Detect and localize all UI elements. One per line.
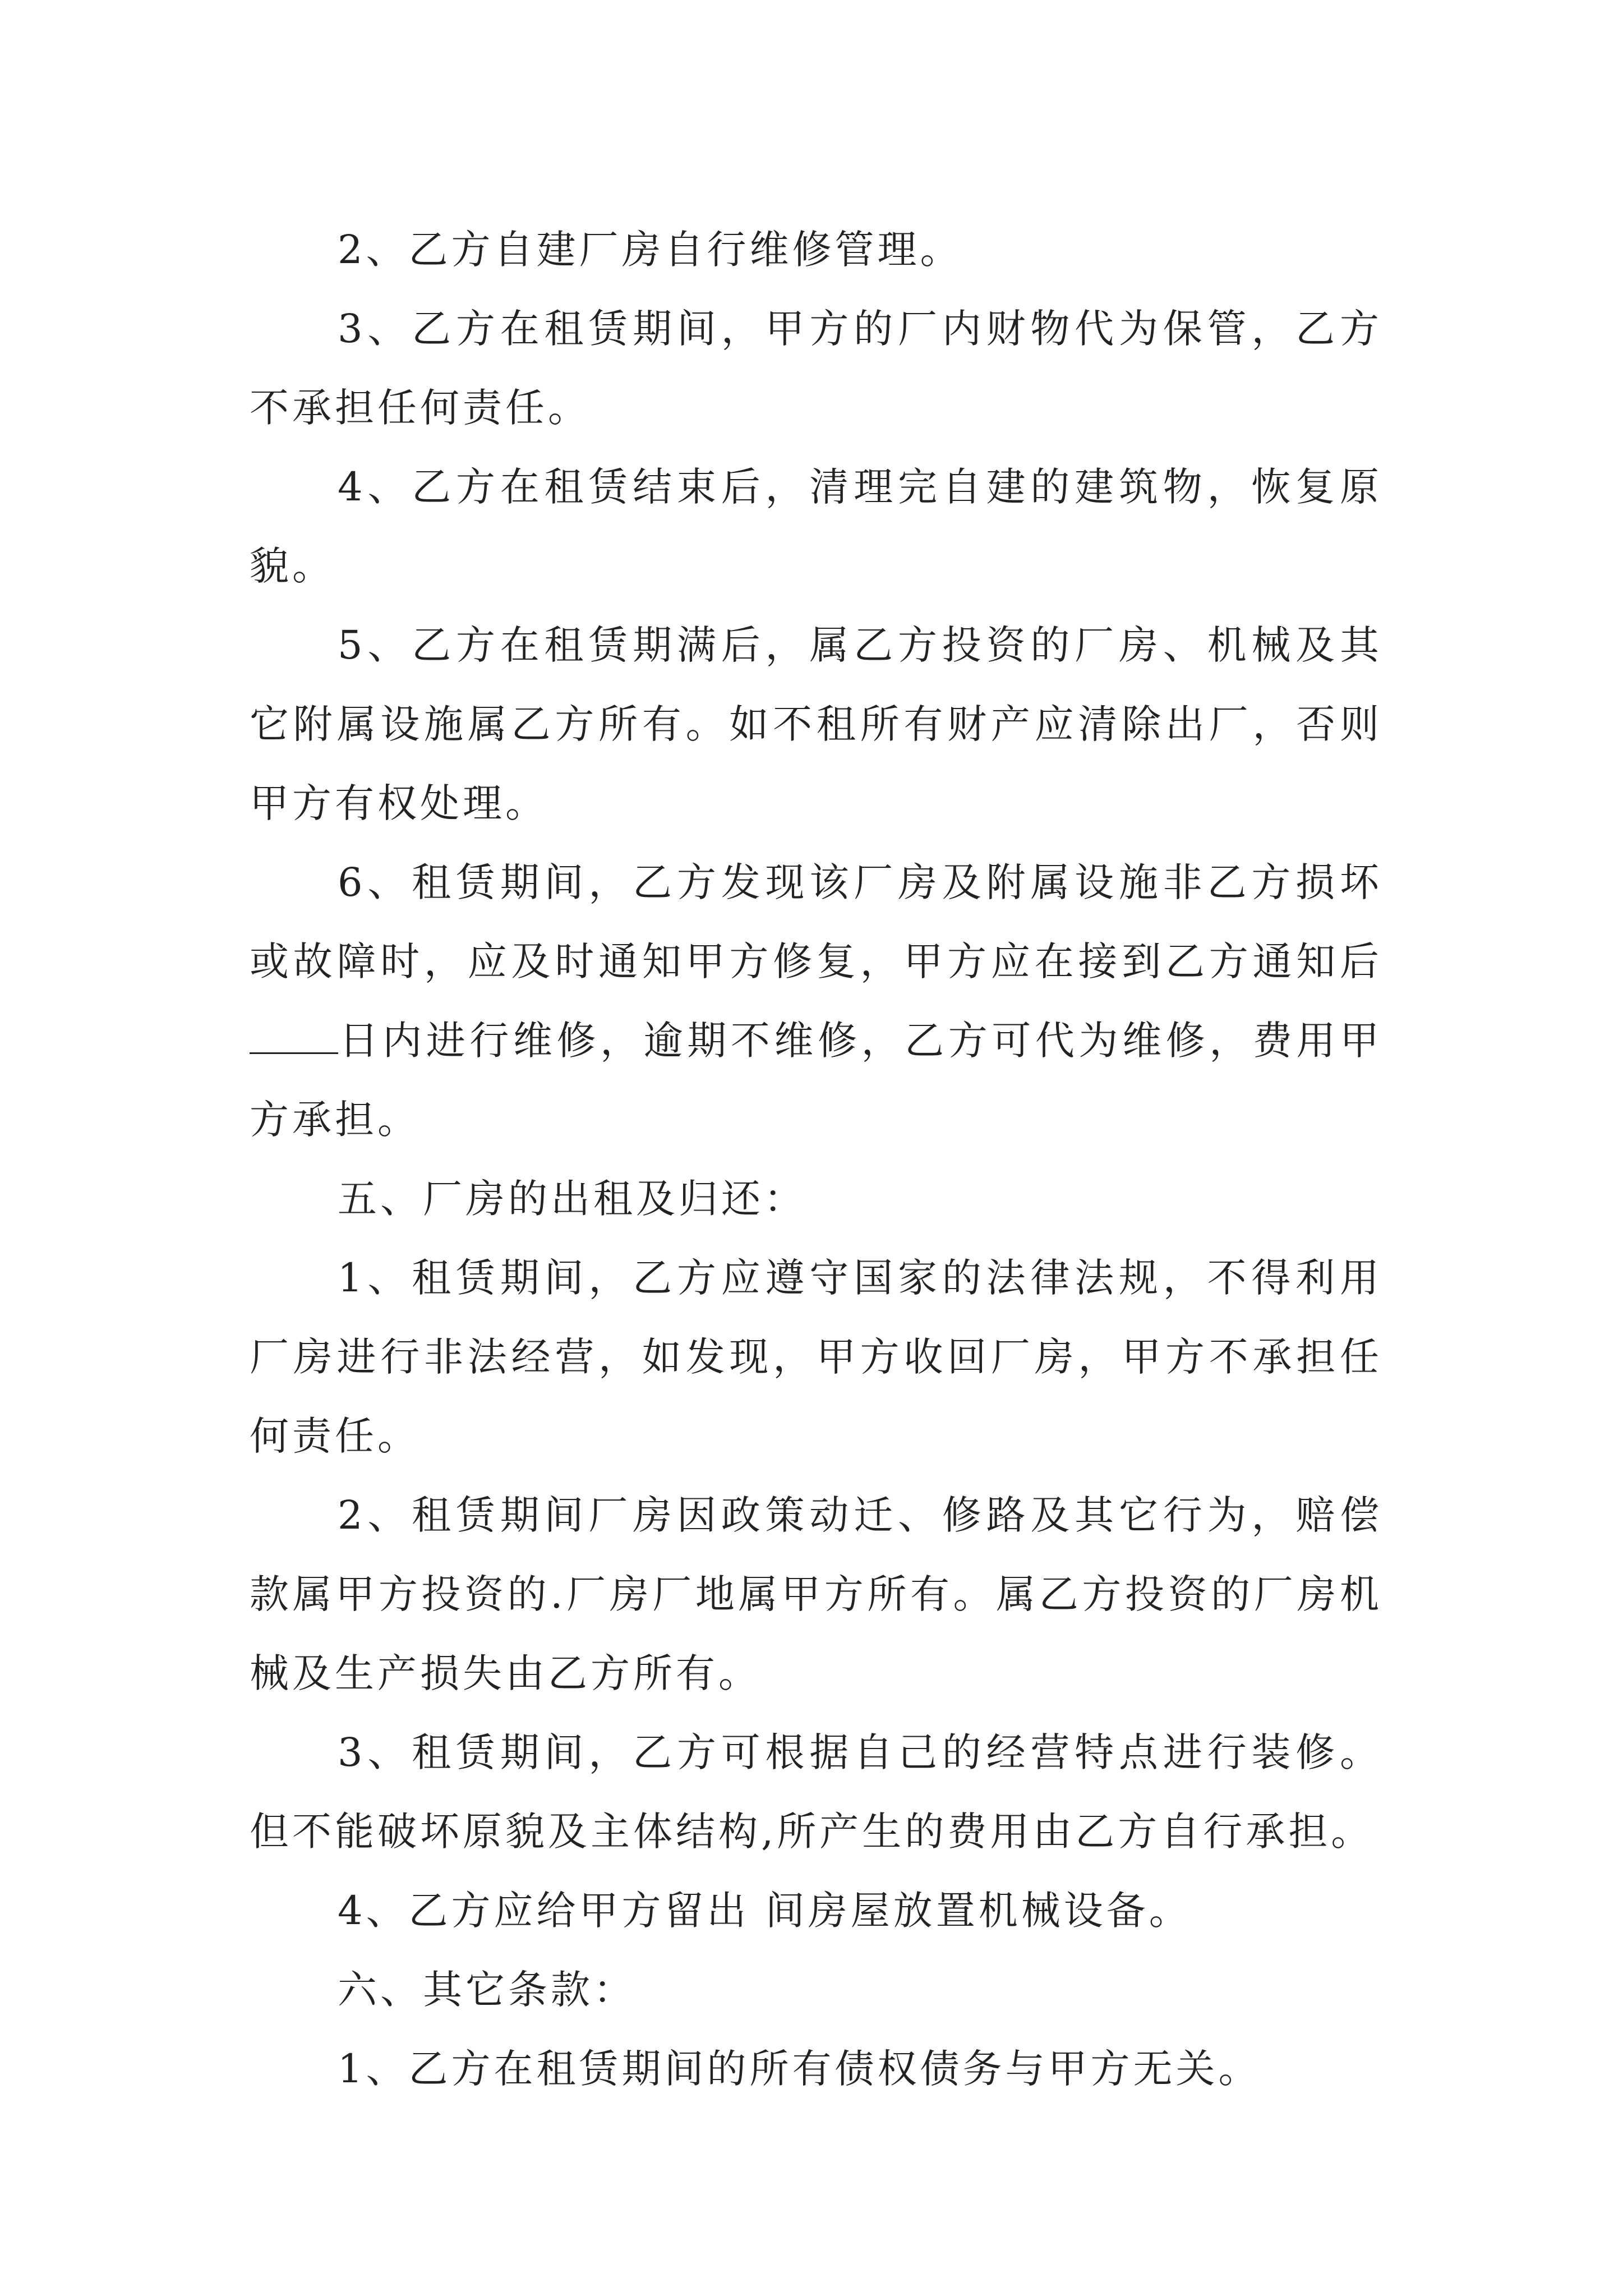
section-heading-lease-return: 五、厂房的出租及归还：: [338, 1176, 806, 1222]
paragraph-renovation: 3、租赁期间，乙方可根据自己的经营特点进行装修。但不能破坏原貌及主体结构,所产生的费用由乙方自行承担。: [250, 1729, 1382, 1855]
fill-blank-days: [250, 1019, 338, 1054]
paragraph-custody-property: 3、乙方在租赁期间，甲方的厂内财物代为保管，乙方不承担任何责任。: [250, 306, 1382, 431]
paragraph-legal-compliance: 1、租赁期间，乙方应遵守国家的法律法规，不得利用厂房进行非法经营，如发现，甲方收回厂房，甲方不承担任何责任。: [250, 1255, 1382, 1459]
document-body: [250, 210, 1382, 2109]
paragraph-relocation-compensation: 2、租赁期间厂房因政策动迁、修路及其它行为，赔偿款属甲方投资的.厂房厂地属甲方所有。属乙方投资的厂房机械及生产损失由乙方所有。: [250, 1492, 1382, 1696]
paragraph-reserved-rooms: 4、乙方应给甲方留出 间房屋放置机械设备。: [338, 1888, 1192, 1934]
paragraph-restore-original: 4、乙方在租赁结束后，清理完自建的建筑物，恢复原貌。: [250, 464, 1382, 589]
paragraph-lease-expiry-ownership: 5、乙方在租赁期满后，属乙方投资的厂房、机械及其它附属设施属乙方所有。如不租所有财产应清除出厂，否则甲方有权处理。: [250, 622, 1382, 826]
paragraph-repair-self-built: 2、乙方自建厂房自行维修管理。: [338, 227, 963, 273]
paragraph-repair-notice-part1: 6、租赁期间，乙方发现该厂房及附属设施非乙方损坏或故障时，应及时通知甲方修复，甲方应在接到乙方通知后: [250, 859, 1382, 984]
paragraph-debts: 1、乙方在租赁期间的所有债权债务与甲方无关。: [338, 2046, 1261, 2092]
paragraph-repair-notice-part2: 日内进行维修，逾期不维修，乙方可代为维修，费用甲方承担。: [250, 1018, 1382, 1143]
section-heading-other-terms: 六、其它条款：: [338, 1967, 636, 2013]
paragraph-repair-notice: [250, 843, 1382, 1159]
